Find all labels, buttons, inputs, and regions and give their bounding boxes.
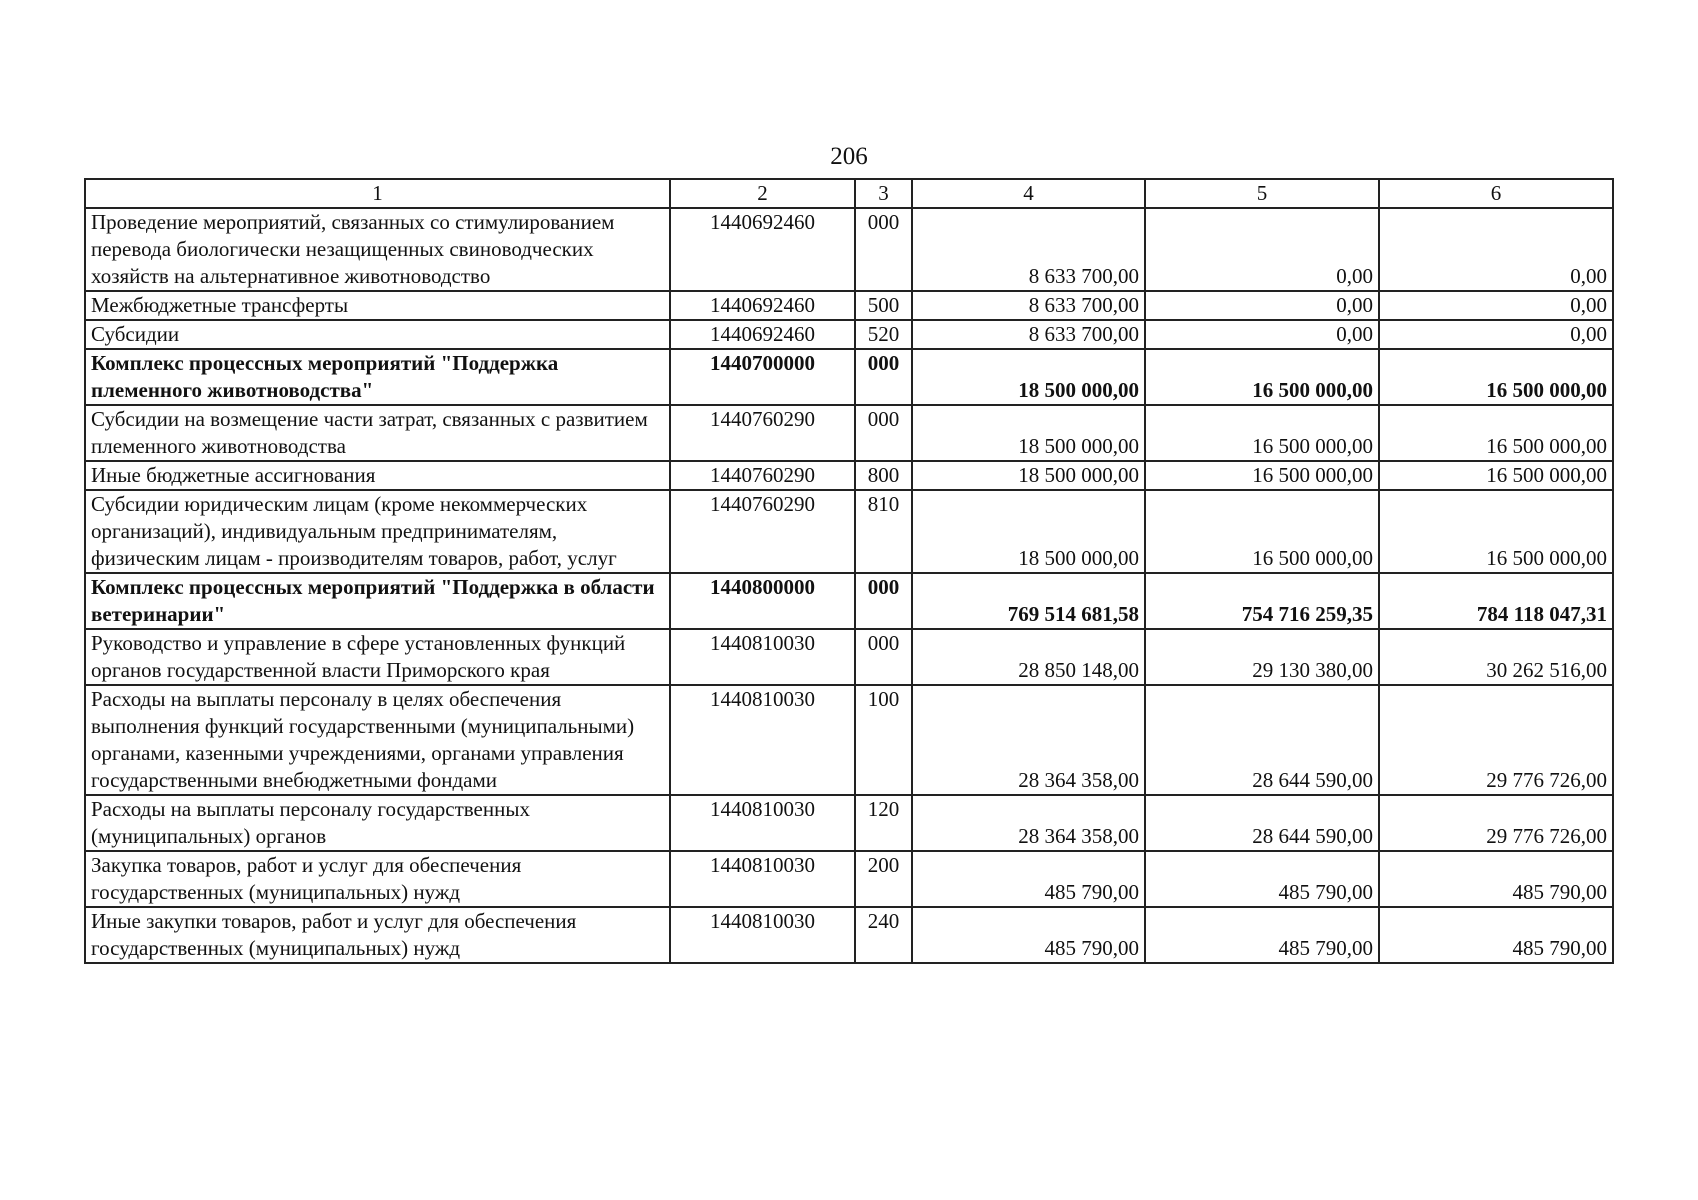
target-code: 1440760290 [670,461,855,490]
page-number: 206 [830,143,868,170]
table-row [85,320,1613,349]
amount-col4: 28 364 358,00 [912,685,1145,795]
target-code: 1440692460 [670,208,855,291]
item-name: Субсидии [85,320,670,349]
amount-col4: 8 633 700,00 [912,208,1145,291]
item-name: Проведение мероприятий, связанных со стимулированием перевода биологически незащищенных свиноводческих хозяйств на альтернативное животноводство [85,208,670,291]
amount-col6: 0,00 [1379,208,1613,291]
amount-col6: 16 500 000,00 [1379,405,1613,461]
header-cell: 4 [912,179,1145,208]
table-row [85,907,1613,963]
header-cell: 5 [1145,179,1379,208]
header-cell: 2 [670,179,855,208]
expense-type: 000 [855,349,912,405]
item-name: Иные закупки товаров, работ и услуг для обеспечения государственных (муниципальных) нужд [85,907,670,963]
amount-col4: 769 514 681,58 [912,573,1145,629]
target-code: 1440800000 [670,573,855,629]
table-row [85,349,1613,405]
amount-col5: 16 500 000,00 [1145,490,1379,573]
expense-type: 500 [855,291,912,320]
target-code: 1440810030 [670,685,855,795]
target-code: 1440810030 [670,795,855,851]
table-row [85,573,1613,629]
expense-type: 800 [855,461,912,490]
amount-col4: 18 500 000,00 [912,349,1145,405]
header-cell: 1 [85,179,670,208]
amount-col5: 16 500 000,00 [1145,349,1379,405]
amount-col5: 0,00 [1145,208,1379,291]
table-row [85,685,1613,795]
amount-col6: 485 790,00 [1379,907,1613,963]
amount-col4: 485 790,00 [912,907,1145,963]
expense-type: 100 [855,685,912,795]
amount-col6: 0,00 [1379,291,1613,320]
target-code: 1440810030 [670,851,855,907]
amount-col5: 0,00 [1145,320,1379,349]
amount-col6: 29 776 726,00 [1379,795,1613,851]
item-name: Иные бюджетные ассигнования [85,461,670,490]
target-code: 1440700000 [670,349,855,405]
item-name: Расходы на выплаты персоналу в целях обеспечения выполнения функций государственными (муниципальными) органами, казенными учреждениями, органами управления государственными внебюджетными фондами [85,685,670,795]
amount-col6: 0,00 [1379,320,1613,349]
target-code: 1440760290 [670,405,855,461]
expense-type: 810 [855,490,912,573]
amount-col4: 8 633 700,00 [912,320,1145,349]
target-code: 1440810030 [670,629,855,685]
amount-col5: 0,00 [1145,291,1379,320]
target-code: 1440760290 [670,490,855,573]
amount-col5: 16 500 000,00 [1145,405,1379,461]
amount-col4: 18 500 000,00 [912,405,1145,461]
expense-type: 000 [855,629,912,685]
item-name: Субсидии юридическим лицам (кроме некоммерческих организаций), индивидуальным предпринимателям, физическим лицам - производителям товаров, работ, услуг [85,490,670,573]
target-code: 1440810030 [670,907,855,963]
amount-col4: 28 850 148,00 [912,629,1145,685]
expense-type: 000 [855,208,912,291]
amount-col5: 28 644 590,00 [1145,685,1379,795]
table-row [85,405,1613,461]
amount-col6: 29 776 726,00 [1379,685,1613,795]
table-row [85,490,1613,573]
item-name: Закупка товаров, работ и услуг для обеспечения государственных (муниципальных) нужд [85,851,670,907]
amount-col5: 16 500 000,00 [1145,461,1379,490]
table-row [85,208,1613,291]
table-row [85,629,1613,685]
target-code: 1440692460 [670,320,855,349]
budget-table [84,178,1614,964]
amount-col4: 485 790,00 [912,851,1145,907]
amount-col5: 485 790,00 [1145,907,1379,963]
table-row [85,851,1613,907]
table-row [85,461,1613,490]
amount-col6: 16 500 000,00 [1379,490,1613,573]
amount-col4: 28 364 358,00 [912,795,1145,851]
expense-type: 000 [855,573,912,629]
amount-col6: 485 790,00 [1379,851,1613,907]
target-code: 1440692460 [670,291,855,320]
table-body [85,208,1613,963]
item-name: Субсидии на возмещение части затрат, связанных с развитием племенного животноводства [85,405,670,461]
header-cell: 6 [1379,179,1613,208]
item-name: Руководство и управление в сфере установленных функций органов государственной власти Приморского края [85,629,670,685]
expense-type: 000 [855,405,912,461]
expense-type: 240 [855,907,912,963]
amount-col6: 16 500 000,00 [1379,349,1613,405]
item-name: Расходы на выплаты персоналу государственных (муниципальных) органов [85,795,670,851]
table-row [85,795,1613,851]
amount-col6: 30 262 516,00 [1379,629,1613,685]
header-cell: 3 [855,179,912,208]
expense-type: 520 [855,320,912,349]
amount-col6: 784 118 047,31 [1379,573,1613,629]
amount-col6: 16 500 000,00 [1379,461,1613,490]
item-name: Комплекс процессных мероприятий "Поддержка племенного животноводства" [85,349,670,405]
amount-col5: 754 716 259,35 [1145,573,1379,629]
amount-col4: 18 500 000,00 [912,461,1145,490]
table-row [85,291,1613,320]
amount-col5: 485 790,00 [1145,851,1379,907]
item-name: Комплекс процессных мероприятий "Поддержка в области ветеринарии" [85,573,670,629]
amount-col5: 28 644 590,00 [1145,795,1379,851]
expense-type: 200 [855,851,912,907]
amount-col4: 8 633 700,00 [912,291,1145,320]
amount-col4: 18 500 000,00 [912,490,1145,573]
expense-type: 120 [855,795,912,851]
amount-col5: 29 130 380,00 [1145,629,1379,685]
item-name: Межбюджетные трансферты [85,291,670,320]
header-row [85,179,1613,208]
